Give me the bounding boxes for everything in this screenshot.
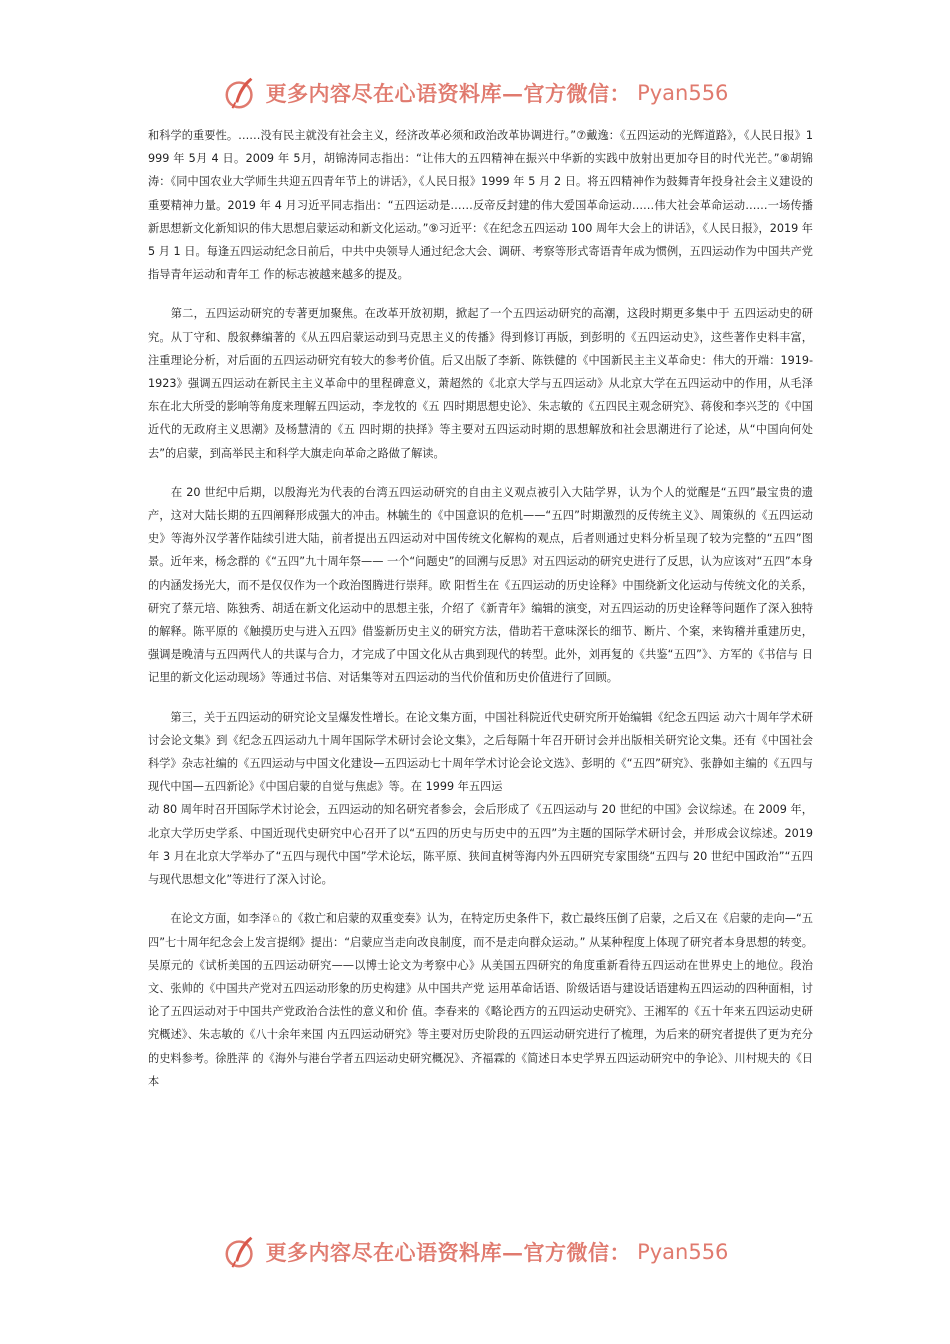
- footer-watermark-banner: [0, 1232, 950, 1272]
- paragraph-1: 和科学的重要性。……没有民主就没有社会主义，经济改革必须和政治改革协调进行。”⑦戴逸：《五四运动的光辉道路》，《人民日报》1999 年 5月 4 日。2009 年 5月，胡锦涛同志指出：“让伟大的五四精神在振兴中华新的实践中放射出更加夺目的时代光芒。”⑧胡锦涛：《同中国农业大学师生共迎五四青年节上的讲话》，《人民日报》1999 年 5 月 2 日。将五四精神作为鼓舞青年投身社会主义建设的重要精神力量。2019 年 4 月习近平同志指出：“五四运动是……反帝反封建的伟大爱国革命运动……伟大社会革命运动……一场传播新思想新文化新知识的伟大思想启蒙运动和新文化运动。”⑨习近平：《在纪念五四运动 100 周年大会上的讲话》，《人民日报》，2019 年 5 月 1 日。每逢五四运动纪念日前后，中共中央领导人通过纪念大会、调研、考察等形式寄语青年成为惯例，五四运动作为中国共产党指导青年运动和青年工 作的标志被越来越多的提及。: [148, 129, 817, 282]
- quill-pen-logo-icon: [222, 74, 260, 112]
- document-body: [148, 124, 817, 1093]
- paragraph-3: 在 20 世纪中后期，以殷海光为代表的台湾五四运动研究的自由主义观点被引入大陆学界，认为个人的觉醒是“五四”最宝贵的遗产，这对大陆长期的五四阐释形成强大的冲击。林毓生的《中国意识的危机——“五四”时期激烈的反传统主义》、周策纵的《五四运动史》等海外汉学著作陆续引进大陆，前者提出五四运动对中国传统文化解构的观点，后者则通过史料分析呈现了较为完整的“五四”图景。近年来，杨念群的《“五四”九十周年祭—— 一个“问题史”的回溯与反思》对五四运动的研究史进行了反思，认为应该对“五四”本身的内涵发扬光大，而不是仅仅作为一个政治图腾进行崇拜。欧 阳哲生在《五四运动的历史诠释》中围绕新文化运动与传统文化的关系，研究了蔡元培、陈独秀、胡适在新文化运动中的思想主张，介绍了《新青年》编辑的演变，对五四运动的历史诠释等问题作了深入独特的解释。陈平原的《触摸历史与进入五四》借鉴新历史主义的研究方法，借助若干意味深长的细节、断片、个案，来钩稽并重建历史，强调是晚清与五四两代人的共谋与合力，才完成了中国文化从古典到现代的转型。此外，刘再复的《共鉴“五四”》、方军的《书信与 日记里的新文化运动现场》等通过书信、对话集等对五四运动的当代价值和历史价值进行了回顾。: [148, 485, 813, 685]
- footer-watermark-text: 更多内容尽在心语资料库—官方微信：: [265, 1240, 632, 1265]
- footer-watermark-wechat-id: Pyan556: [637, 1240, 729, 1264]
- header-watermark-banner: [0, 73, 950, 113]
- header-watermark-wechat-id: Pyan556: [637, 81, 729, 105]
- paragraph-2: 第二，五四运动研究的专著更加聚焦。在改革开放初期，掀起了一个五四运动研究的高潮，这段时期更多集中于 五四运动史的研究。从丁守和、殷叙彝编著的《从五四启蒙运动到马克思主义的传播》得到修订再版，到彭明的《五四运动史》，这些著作史料丰富，注重理论分析，对后面的五四运动研究有较大的参考价值。后又出版了李新、陈铁健的《中国新民主主义革命史：伟大的开端：1919-1923》强调五四运动在新民主主义革命中的里程碑意义，萧超然的《北京大学与五四运动》从北京大学在五四运动中的作用，从毛泽东在北大所受的影响等角度来理解五四运动，李龙牧的《五 四时期思想史论》、朱志敏的《五四民主观念研究》、蒋俊和李兴芝的《中国近代的无政府主义思潮》及杨慧清的《五 四时期的抉择》等主要对五四运动时期的思想解放和社会思潮进行了论述，从“中国向何处去”的启蒙，到高举民主和科学大旗走向革命之路做了解读。: [148, 307, 813, 460]
- header-watermark-text: 更多内容尽在心语资料库—官方微信：: [265, 81, 632, 106]
- header-watermark-inner: [222, 74, 729, 112]
- paragraph-5: 在论文方面，如李泽♘的《救亡和启蒙的双重变奏》认为，在特定历史条件下，救亡最终压倒了启蒙，之后又在《启蒙的走向—“五四”七十周年纪念会上发言提纲》提出：“启蒙应当走向改良制度，而不是走向群众运动。” 从某种程度上体现了研究者本身思想的转变。吴原元的《试析美国的五四运动研究——以博士论文为考察中心》从美国五四研究的角度重新看待五四运动在世界史上的地位。段治文、张帅的《中国共产党对五四运动形象的历史构建》从中国共产党 运用革命话语、阶级话语与建设话语建构五四运动的四种面相，讨论了五四运动对于中国共产党政治合法性的意义和价 值。李春来的《略论西方的五四运动史研究》、王湘军的《五十年来五四运动史研究概述》、朱志敏的《八十余年来国 内五四运动研究》等主要对历史阶段的五四运动研究进行了梳理，为后来的研究者提供了更为充分的史料参考。徐胜萍 的《海外与港台学者五四运动史研究概况》、齐福霖的《简述日本史学界五四运动研究中的争论》、川村规夫的《日本: [148, 912, 813, 1088]
- quill-pen-logo-icon: [222, 1233, 260, 1271]
- paragraph-4: 第三，关于五四运动的研究论文呈爆发性增长。在论文集方面，中国社科院近代史研究所开始编辑《纪念五四运 动六十周年学术研讨会论文集》到《纪念五四运动九十周年国际学术研讨会论文集》，之后每隔十年召开研讨会并出版相关研究论文集。还有《中国社会科学》杂志社编的《五四运动与中国文化建设—五四运动七十周年学术讨论会论文选》、彭明的《“五四”研究》、张静如主编的《五四与现代中国—五四新论》《中国启蒙的自觉与焦虑》等。在 1999 年五四运 动 80 周年时召开国际学术讨论会，五四运动的知名研究者参会，会后形成了《五四运动与 20 世纪的中国》会议综述。在 2009 年，北京大学历史学系、中国近现代史研究中心召开了以“五四的历史与历史中的五四”为主题的国际学术研讨会，并形成会议综述。2019 年 3 月在北京大学举办了“五四与现代中国”学术论坛，陈平原、狭间直树等海内外五四研究专家围绕“五四与 20 世纪中国政治”“五四与现代思想文化”等进行了深入讨论。: [148, 710, 813, 887]
- footer-watermark-inner: [222, 1233, 729, 1271]
